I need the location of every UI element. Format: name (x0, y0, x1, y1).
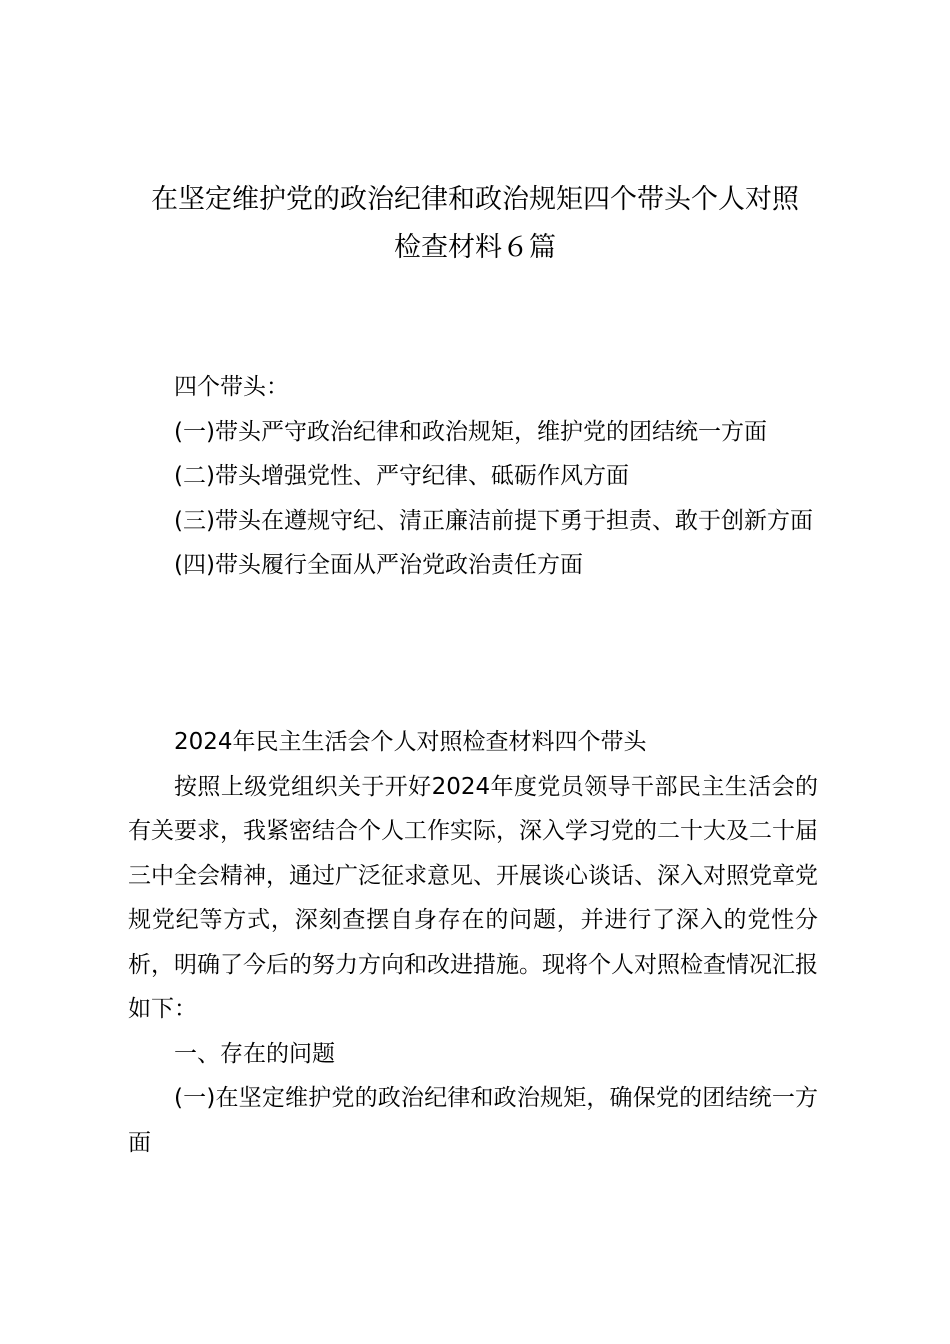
four-leads-item-1: (一)带头严守政治纪律和政治规矩，维护党的团结统一方面 (174, 418, 767, 445)
four-leads-item-2: (二)带头增强党性、严守纪律、砥砺作风方面 (174, 463, 629, 489)
four-leads-heading: 四个带头： (174, 374, 289, 400)
problems-item-1: (一)在坚定维护党的政治纪律和政治规矩，确保党的团结统一方面 (128, 1085, 818, 1156)
report-body-paragraph: 按照上级党组织关于开好2024年度党员领导干部民主生活会的有关要求，我紧密结合个人工作实际，深入学习党的二十大及二十届三中全会精神，通过广泛征求意见、开展谈心谈话、深入对照党章党规党纪等方式，深刻查摆自身存在的问题，并进行了深入的党性分析，明确了今后的努力方向和改进措施。现将个人对照检查情况汇报如下： (128, 773, 818, 1022)
four-leads-item-4: (四)带头履行全面从严治党政治责任方面 (174, 552, 583, 578)
title-line-1: 在坚定维护党的政治纪律和政治规矩四个带头个人对照 (151, 184, 799, 215)
four-leads-section (128, 365, 818, 588)
problems-subheading: 一、存在的问题 (174, 1040, 335, 1067)
report-section (128, 720, 818, 1165)
document-title (118, 176, 832, 272)
four-leads-item-3: (三)带头在遵规守纪、清正廉洁前提下勇于担责、敢于创新方面 (174, 507, 813, 534)
title-line-2: 检查材料６篇 (394, 232, 556, 263)
report-heading: 2024年民主生活会个人对照检查材料四个带头 (174, 729, 647, 755)
